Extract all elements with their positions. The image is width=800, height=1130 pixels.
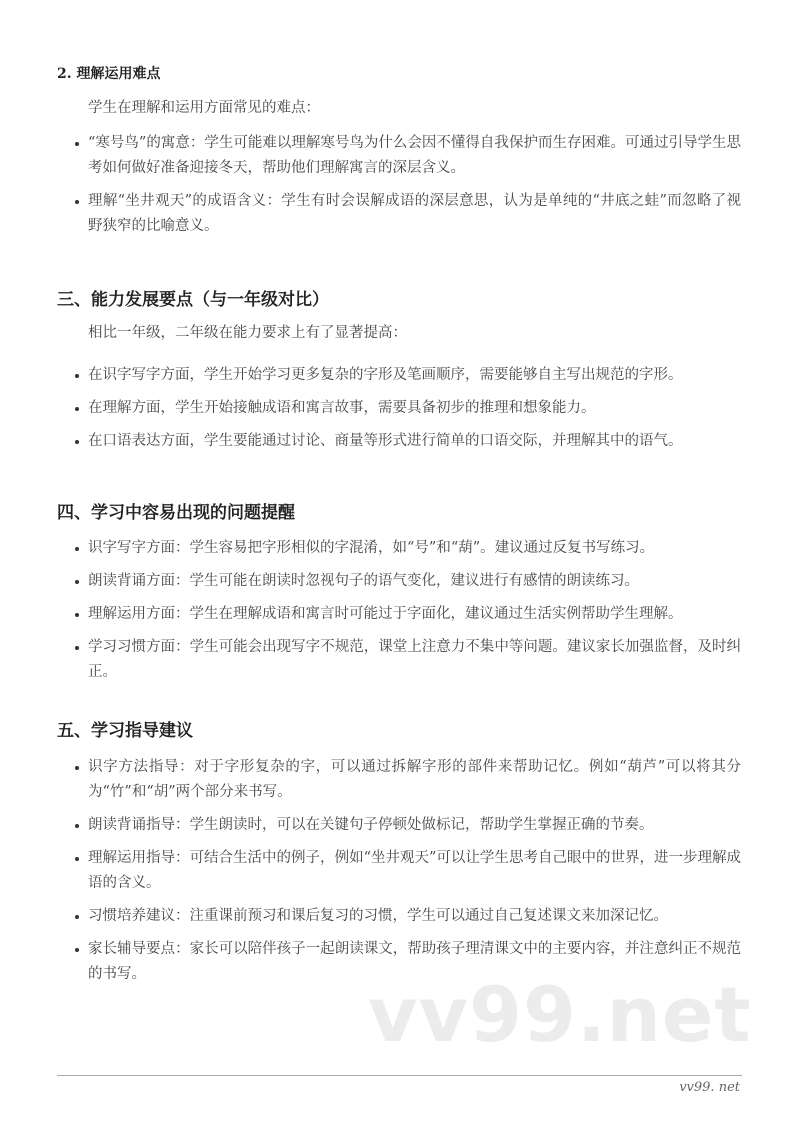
bullet-icon bbox=[75, 142, 79, 146]
section-intro: 相比一年级，二年级在能力要求上有了显著提高： bbox=[88, 325, 407, 341]
list-item-text: 理解运用指导：可结合生活中的例子，例如“坐井观天”可以让学生思考自己眼中的世界，进一步理解成语的含义。 bbox=[88, 850, 741, 891]
list-item bbox=[73, 846, 741, 896]
bullet-icon bbox=[75, 824, 79, 828]
section-heading: 三、能力发展要点（与一年级对比） bbox=[57, 290, 329, 310]
list-item-text: 理解“坐井观天”的成语含义：学生有时会误解成语的深层意思，认为是单纯的“井底之蛙”而忽略了视野狭窄的比喻意义。 bbox=[88, 193, 741, 234]
list-item bbox=[73, 635, 741, 685]
footer-site: vv99. net bbox=[679, 1080, 740, 1095]
footer-divider bbox=[57, 1075, 742, 1076]
section-heading: 2. 理解运用难点 bbox=[57, 66, 161, 82]
list-item bbox=[73, 904, 741, 929]
list-item bbox=[73, 569, 741, 594]
list-item bbox=[73, 813, 741, 838]
list-item bbox=[73, 131, 741, 181]
bullet-list bbox=[73, 131, 741, 247]
list-item bbox=[73, 396, 741, 421]
list-item bbox=[73, 602, 741, 627]
bullet-list bbox=[73, 536, 741, 693]
list-item-text: 家长辅导要点：家长可以陪伴孩子一起朗读课文，帮助孩子理清课文中的主要内容，并注意纠正不规范的书写。 bbox=[88, 941, 741, 982]
bullet-icon bbox=[75, 547, 79, 551]
list-item-text: 朗读背诵指导：学生朗读时，可以在关键句子停顿处做标记，帮助学生掌握正确的节奏。 bbox=[88, 817, 654, 833]
bullet-icon bbox=[75, 407, 79, 411]
section-heading: 四、学习中容易出现的问题提醒 bbox=[57, 503, 295, 523]
list-item bbox=[73, 536, 741, 561]
list-item bbox=[73, 363, 741, 388]
bullet-icon bbox=[75, 374, 79, 378]
list-item-text: 在理解方面，学生开始接触成语和寓言故事，需要具备初步的推理和想象能力。 bbox=[88, 400, 596, 416]
section-heading: 五、学习指导建议 bbox=[57, 721, 193, 741]
list-item-text: 在口语表达方面，学生要能通过讨论、商量等形式进行简单的口语交际，并理解其中的语气。 bbox=[88, 433, 683, 449]
list-item bbox=[73, 429, 741, 454]
list-item-text: 识字方法指导：对于字形复杂的字，可以通过拆解字形的部件来帮助记忆。例如“葫芦”可以将其分为“竹”和“胡”两个部分来书写。 bbox=[88, 759, 741, 800]
list-item-text: 在识字写字方面，学生开始学习更多复杂的字形及笔画顺序，需要能够自主写出规范的字形。 bbox=[88, 367, 683, 383]
list-item bbox=[73, 755, 741, 805]
bullet-icon bbox=[75, 580, 79, 584]
bullet-icon bbox=[75, 915, 79, 919]
list-item bbox=[73, 189, 741, 239]
bullet-icon bbox=[75, 948, 79, 952]
list-item-text: 识字写字方面：学生容易把字形相似的字混淆，如“号”和“葫”。建议通过反复书写练习。 bbox=[88, 540, 655, 556]
bullet-icon bbox=[75, 646, 79, 650]
bullet-icon bbox=[75, 440, 79, 444]
list-item-text: “寒号鸟”的寓意：学生可能难以理解寒号鸟为什么会因不懂得自我保护而生存困难。可通过引导学生思考如何做好准备迎接冬天，帮助他们理解寓言的深层含义。 bbox=[88, 135, 741, 176]
list-item-text: 理解运用方面：学生在理解成语和寓言时可能过于字面化，建议通过生活实例帮助学生理解。 bbox=[88, 606, 683, 622]
list-item-text: 学习习惯方面：学生可能会出现写字不规范，课堂上注意力不集中等问题。建议家长加强监督，及时纠正。 bbox=[88, 639, 741, 680]
watermark: vv99.net bbox=[368, 970, 752, 1059]
bullet-list bbox=[73, 363, 741, 462]
list-item-text: 习惯培养建议：注重课前预习和课后复习的习惯，学生可以通过自己复述课文来加深记忆。 bbox=[88, 908, 668, 924]
bullet-icon bbox=[75, 200, 79, 204]
bullet-icon bbox=[75, 766, 79, 770]
bullet-list bbox=[73, 755, 741, 995]
bullet-icon bbox=[75, 613, 79, 617]
list-item-text: 朗读背诵方面：学生可能在朗读时忽视句子的语气变化，建议进行有感情的朗读练习。 bbox=[88, 573, 639, 589]
section-intro: 学生在理解和运用方面常见的难点： bbox=[88, 100, 320, 116]
bullet-icon bbox=[75, 857, 79, 861]
